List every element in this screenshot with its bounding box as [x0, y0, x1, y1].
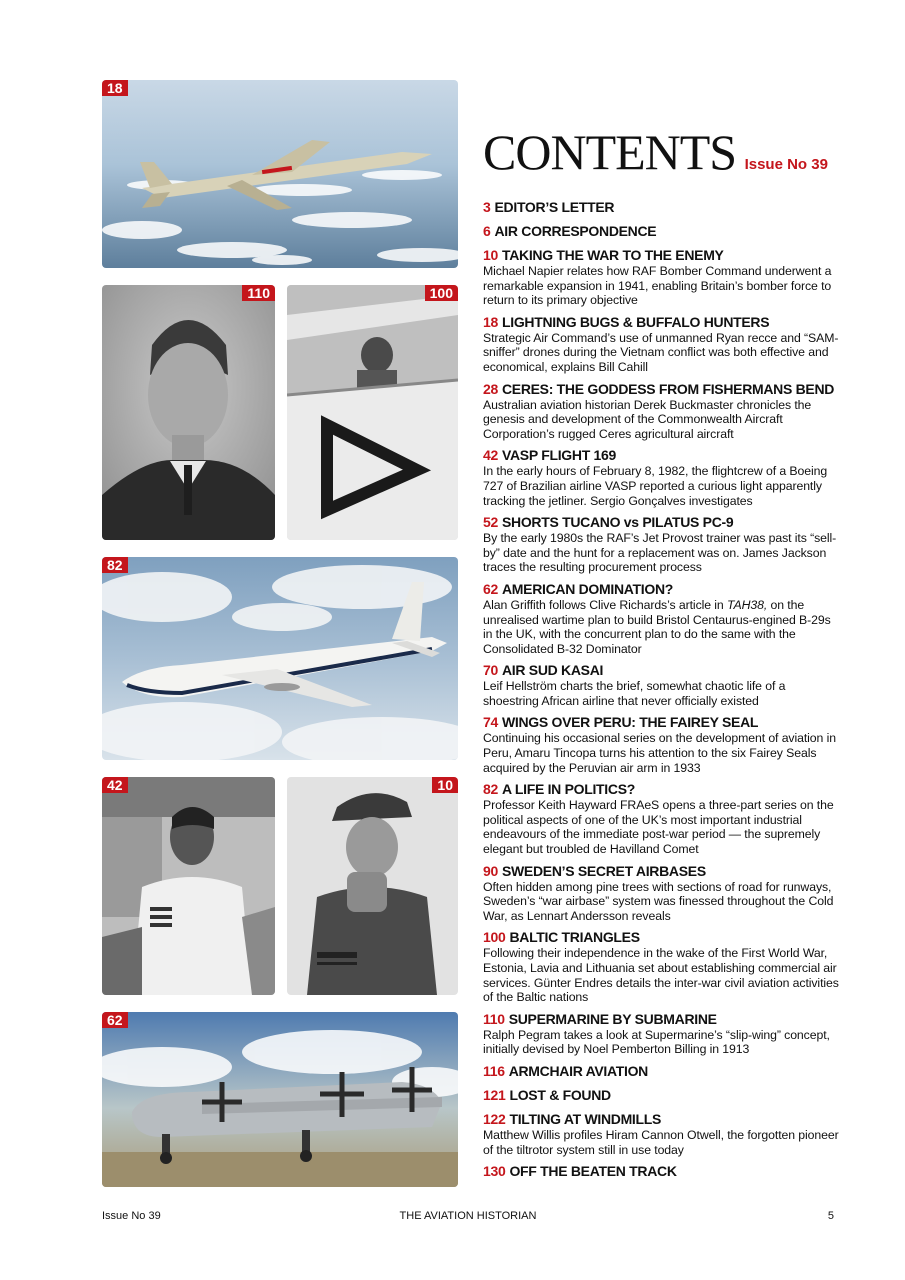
entry-heading [483, 381, 839, 398]
entry-title: ARMCHAIR AVIATION [508, 1062, 648, 1079]
toc-entry [483, 1063, 839, 1080]
footer-issue: Issue No 39 [102, 1210, 161, 1222]
entry-heading [483, 514, 839, 531]
photo-officer [287, 777, 458, 995]
entry-heading [483, 1063, 839, 1080]
photo-bomber [102, 1012, 458, 1187]
entry-description: Michael Napier relates how RAF Bomber Command underwent a remarkable expansion in 1941, enabling Britain’s bomber force to return to its primary objective [483, 264, 832, 308]
entry-heading [483, 223, 839, 240]
entry-title: OFF THE BEATEN TRACK [509, 1163, 677, 1180]
footer-page-number: 5 [827, 1210, 834, 1222]
page-badge: 10 [432, 777, 458, 793]
photo-comet [102, 557, 458, 760]
entry-description: Professor Keith Hayward FRAeS opens a three-part series on the political aspects of one of the UK’s most important industrial endeavours of the immediate post-war period — the supremely elegant but troubled de Havilland Comet [483, 798, 834, 857]
entry-heading [483, 1011, 839, 1028]
entry-description: Matthew Willis profiles Hiram Cannon Otwell, the forgotten pioneer of the tiltrotor system still in use today [483, 1127, 839, 1157]
entry-title: A LIFE IN POLITICS? [501, 781, 635, 798]
entry-title: LIGHTNING BUGS & BUFFALO HUNTERS [501, 313, 770, 330]
entry-heading [483, 714, 839, 731]
entry-heading [483, 662, 839, 679]
entry-page-number: 28 [483, 380, 498, 397]
toc-entry [483, 1087, 839, 1104]
entry-page-number: 70 [483, 662, 498, 679]
page-badge: 100 [425, 285, 458, 301]
entry-heading [483, 781, 839, 798]
entry-page-number: 18 [483, 313, 498, 330]
entry-title: AIR CORRESPONDENCE [494, 223, 657, 239]
toc-entry [483, 1163, 839, 1180]
page-badge: 82 [102, 557, 128, 573]
page-badge: 62 [102, 1012, 128, 1028]
entry-title: LOST & FOUND [509, 1086, 611, 1103]
entry-heading [483, 929, 839, 946]
toc-entry [483, 581, 839, 656]
entry-title: AIR SUD KASAI [501, 662, 604, 679]
toc-entry [483, 447, 839, 508]
contents-header [483, 124, 843, 184]
page-badge: 42 [102, 777, 128, 793]
entry-page-number: 121 [483, 1086, 506, 1103]
drone-photo-image [102, 80, 458, 268]
issue-label: Issue No 39 [744, 156, 828, 173]
photo-drone [102, 80, 458, 268]
photo-flightcrew [102, 777, 275, 995]
entry-description: Often hidden among pine trees with sections of road for runways, Sweden’s “war airbase” system was finessed throughout the Cold War, as Lennart Andersson reveals [483, 879, 834, 923]
entry-page-number: 10 [483, 247, 498, 263]
entry-description: Ralph Pegram takes a look at Supermarine’s “slip-wing” concept, initially devised by Noel Pemberton Billing in 1913 [483, 1027, 830, 1057]
entry-heading [483, 199, 839, 216]
entry-page-number: 74 [483, 714, 498, 731]
toc-entry [483, 714, 839, 775]
toc-entry [483, 199, 839, 216]
bomber-photo-image [102, 1012, 458, 1187]
entry-description: Australian aviation historian Derek Buckmaster chronicles the genesis and development of the Commonwealth Aircraft Corporation’s rugged Ceres agricultural aircraft [483, 397, 812, 441]
entry-heading [483, 1163, 839, 1180]
entry-page-number: 52 [483, 514, 498, 531]
toc-entry [483, 662, 839, 708]
entry-page-number: 6 [483, 223, 491, 239]
entry-title: TILTING AT WINDMILLS [509, 1110, 662, 1127]
entry-description: Leif Hellström charts the brief, somewhat chaotic life of a shoestring African airline that never officially existed [483, 679, 786, 708]
entry-title: SWEDEN’S SECRET AIRBASES [501, 862, 706, 879]
flightcrew-photo-image [102, 777, 275, 995]
toc-entry [483, 247, 839, 308]
footer-magazine-title: THE AVIATION HISTORIAN [399, 1210, 537, 1222]
entry-heading [483, 1087, 839, 1104]
toc-entry [483, 381, 839, 442]
entry-heading [483, 863, 839, 880]
entry-description: In the early hours of February 8, 1982, the flightcrew of a Boeing 727 of Brazilian airline VASP reported a curious light apparently tracking the jetliner. Sergio Gonçalves investigates [483, 464, 828, 508]
toc-entry [483, 863, 839, 924]
page-footer [102, 1210, 834, 1226]
toc-entry [483, 314, 839, 375]
toc-entry [483, 223, 839, 240]
entry-page-number: 110 [483, 1010, 505, 1027]
entry-title: CERES: THE GODDESS FROM FISHERMANS BEND [501, 380, 835, 397]
entry-title: SUPERMARINE BY SUBMARINE [508, 1010, 717, 1027]
entry-description [483, 598, 839, 656]
entry-title: EDITOR’S LETTER [494, 199, 615, 215]
contents-list [483, 199, 839, 1187]
toc-entry [483, 929, 839, 1004]
entry-title: AMERICAN DOMINATION? [501, 580, 674, 597]
entry-page-number: 82 [483, 781, 498, 798]
comet-photo-image [102, 557, 458, 760]
entry-page-number: 100 [483, 929, 506, 946]
entry-heading [483, 314, 839, 331]
entry-page-number: 90 [483, 862, 498, 879]
entry-page-number: 130 [483, 1163, 506, 1180]
entry-title: TAKING THE WAR TO THE ENEMY [501, 247, 724, 263]
entry-page-number: 42 [483, 447, 498, 464]
toc-entry [483, 1111, 839, 1157]
entry-heading [483, 581, 839, 598]
entry-heading [483, 447, 839, 464]
toc-entry [483, 514, 839, 575]
entry-page-number: 62 [483, 580, 498, 597]
officer-photo-image [287, 777, 458, 995]
entry-description-end: on the unrealised wartime plan to build Bristol Centaurus-engined B-29s in the UK, with the concurrent plan to do the same with the Consolidated B-32 Dominator [483, 597, 831, 656]
entry-page-number: 116 [483, 1062, 505, 1079]
entry-heading [483, 247, 839, 264]
photo-portrait [102, 285, 275, 540]
entry-heading [483, 1111, 839, 1128]
page-badge: 18 [102, 80, 128, 96]
entry-title: WINGS OVER PERU: THE FAIREY SEAL [501, 714, 759, 731]
entry-description: Strategic Air Command’s use of unmanned Ryan recce and “SAM-sniffer” drones during the Vietnam conflict was both effective and economical, explains Bill Cahill [483, 330, 839, 374]
entry-title: BALTIC TRIANGLES [509, 929, 640, 946]
pilot-photo-image [287, 285, 458, 540]
portrait-photo-image [102, 285, 275, 540]
entry-description-start: Alan Griffith follows Clive Richards’s article in [483, 597, 727, 612]
entry-description: Continuing his occasional series on the development of aviation in Peru, Amaru Tincopa turns his attention to the six Fairey Seals acquired by the Peruvian air arm in 1933 [483, 731, 836, 775]
entry-page-number: 122 [483, 1110, 506, 1127]
entry-description: Following their independence in the wake of the First World War, Estonia, Lavia and Lithuania set about establishing commercial air services. Günter Endres details the inter-war civil aviation activities of the Baltic nations [483, 946, 839, 1005]
entry-title: SHORTS TUCANO vs PILATUS PC-9 [501, 514, 734, 531]
entry-description-italic: TAH38, [727, 597, 768, 612]
page-badge: 110 [242, 285, 275, 301]
entry-title: VASP FLIGHT 169 [501, 447, 616, 464]
entry-description: By the early 1980s the RAF’s Jet Provost trainer was past its “sell-by” date and the hunt for a replacement was on. James Jackson traces the resulting procurement process [483, 531, 837, 575]
photo-pilot [287, 285, 458, 540]
page-title: CONTENTS [483, 124, 737, 180]
entry-page-number: 3 [483, 199, 491, 215]
toc-entry [483, 1011, 839, 1057]
toc-entry [483, 781, 839, 856]
